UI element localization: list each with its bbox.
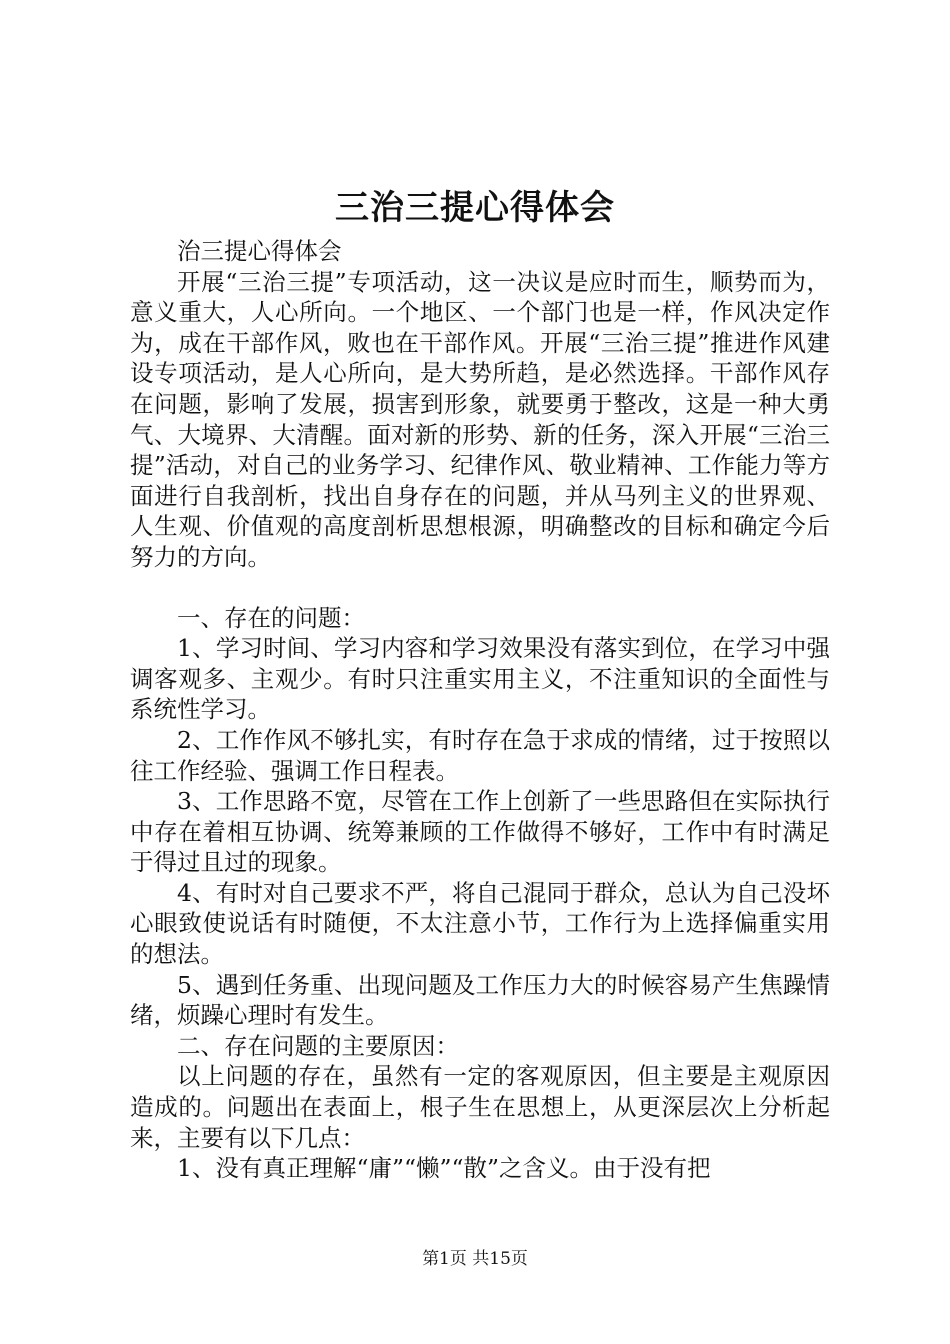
problem-item-3: 3、工作思路不宽，尽管在工作上创新了一些思路但在实际执行中存在着相互协调、统筹兼顾的工作做得不够好，工作中有时满足于得过且过的现象。 bbox=[130, 787, 830, 877]
problem-item-4: 4、有时对自己要求不严，将自己混同于群众，总认为自己没坏心眼致使说话有时随便，不太注意小节，工作行为上选择偏重实用的想法。 bbox=[130, 878, 830, 969]
cause-item-1: 1、没有真正理解“庸”“懒”“散”之含义。由于没有把 bbox=[177, 1154, 711, 1183]
page-footer: 第1页 共15页 bbox=[422, 1249, 528, 1269]
problem-item-5: 5、遇到任务重、出现问题及工作压力大的时候容易产生焦躁情绪，烦躁心理时有发生。 bbox=[130, 970, 830, 1030]
causes-intro-paragraph: 以上问题的存在，虽然有一定的客观原因，但主要是主观原因造成的。问题出在表面上，根子生在思想上，从更深层次上分析起来，主要有以下几点： bbox=[130, 1062, 830, 1152]
section-heading-problems: 一、存在的问题： bbox=[177, 603, 365, 632]
section-heading-causes: 二、存在问题的主要原因： bbox=[177, 1031, 459, 1060]
subtitle-paragraph: 治三提心得体会 bbox=[177, 237, 342, 265]
problem-item-2: 2、工作作风不够扎实，有时存在急于求成的情绪，过于按照以往工作经验、强调工作日程表。 bbox=[130, 725, 830, 785]
problem-item-1: 1、学习时间、学习内容和学习效果没有落实到位，在学习中强调客观多、主观少。有时只注重实用主义，不注重知识的全面性与系统性学习。 bbox=[130, 634, 830, 724]
intro-paragraph: 开展“三治三提”专项活动，这一决议是应时而生，顺势而为，意义重大，人心所向。一个地区、一个部门也是一样，作风决定作为，成在干部作风，败也在干部作风。开展“三治三提”推进作风建设专项活动，是人心所向，是大势所趋，是必然选择。干部作风存在问题，影响了发展，损害到形象，就要勇于整改，这是一种大勇气、大境界、大清醒。面对新的形势、新的任务，深入开展“三治三提”活动，对自己的业务学习、纪律作风、敬业精神、工作能力等方面进行自我剖析，找出自身存在的问题，并从马列主义的世界观、人生观、价值观的高度剖析思想根源，明确整改的目标和确定今后努力的方向。 bbox=[130, 267, 830, 571]
document-title: 三治三提心得体会 bbox=[335, 188, 615, 228]
document-body bbox=[130, 236, 830, 1184]
